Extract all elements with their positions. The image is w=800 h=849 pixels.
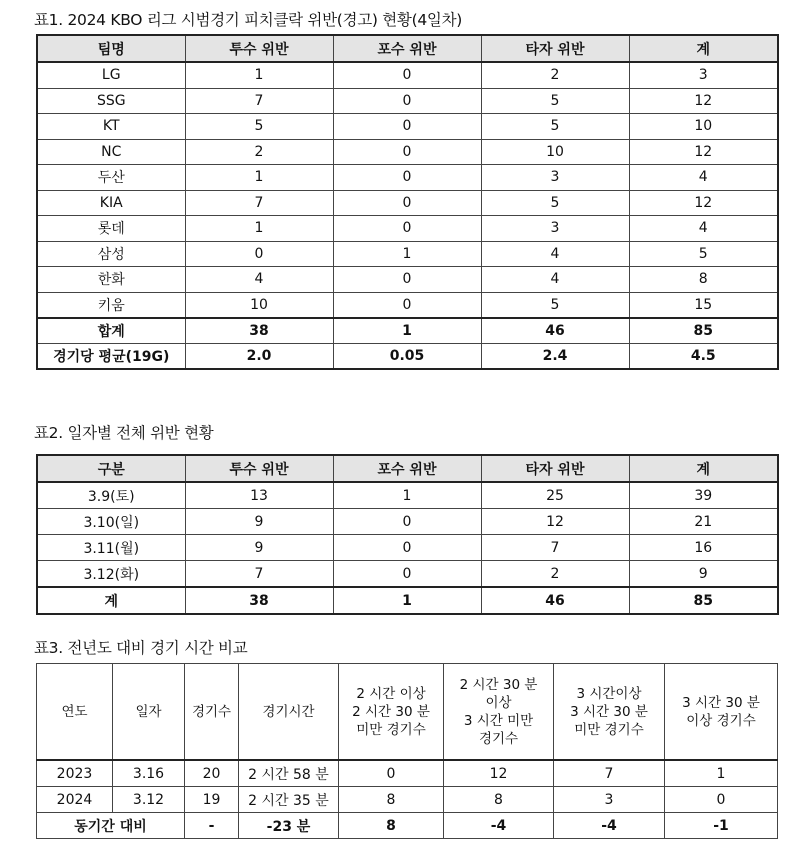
table-cell: 25 [481,482,629,509]
table-cell: 0 [333,561,481,588]
table-cell: 2023 [37,760,113,787]
table-cell: 0 [333,509,481,535]
table-cell: 4 [629,165,778,191]
table-cell: 4 [481,267,629,293]
table-cell: 85 [629,318,778,344]
table-cell: 1 [333,482,481,509]
table-cell: 2024 [37,787,113,813]
table-cell: 두산 [37,165,185,191]
table-cell: 39 [629,482,778,509]
table-cell: 1 [185,165,333,191]
table2-caption: 표2. 일자별 전체 위반 현황 [34,424,214,442]
table-header-row [37,35,778,62]
table-row [37,190,778,216]
column-header: 팀명 [37,35,185,62]
total-row [37,318,778,344]
table-cell: 1 [665,760,778,787]
table-cell: 19 [185,787,239,813]
table-cell: 5 [185,114,333,140]
table-cell: 0 [333,165,481,191]
table-cell: 5 [481,292,629,318]
column-header: 2 시간 이상 2 시간 30 분 미만 경기수 [339,664,444,761]
table-cell: 9 [185,509,333,535]
table-cell: 2 시간 58 분 [239,760,339,787]
table-cell: 0 [333,267,481,293]
table-cell: 1 [185,62,333,88]
table-cell: 1 [333,241,481,267]
table-row [37,760,778,787]
table-cell: 키움 [37,292,185,318]
table-cell: -1 [665,813,778,839]
table-cell: 8 [339,813,444,839]
column-header: 경기수 [185,664,239,761]
table-row [37,62,778,88]
table-cell: 3 [629,62,778,88]
table-cell: 2 시간 35 분 [239,787,339,813]
table-cell: 0 [333,139,481,165]
table-cell: 경기당 평균(19G) [37,344,185,370]
table-cell: 7 [185,561,333,588]
table-cell: 8 [339,787,444,813]
table-cell: 롯데 [37,216,185,242]
column-header: 계 [629,35,778,62]
table-cell: 12 [629,88,778,114]
table-cell: 2 [481,62,629,88]
table-cell: 한화 [37,267,185,293]
table-cell: 합계 [37,318,185,344]
table-cell: 7 [481,535,629,561]
table-cell: 12 [481,509,629,535]
table-cell: 21 [629,509,778,535]
column-header: 연도 [37,664,113,761]
table3-caption: 표3. 전년도 대비 경기 시간 비교 [34,639,248,657]
table-cell: 5 [481,190,629,216]
table-cell: 3.12(화) [37,561,185,588]
table-cell: LG [37,62,185,88]
table-cell: 5 [481,114,629,140]
table-cell: 계 [37,587,185,614]
column-header: 투수 위반 [185,35,333,62]
table-cell: 3.11(월) [37,535,185,561]
game-time-comparison-table [36,663,778,839]
table-cell: 3 [481,216,629,242]
table-cell: -23 분 [239,813,339,839]
table-cell: 0 [333,114,481,140]
table-row [37,216,778,242]
table-cell: 4 [481,241,629,267]
table-cell: KT [37,114,185,140]
table-cell: 1 [333,587,481,614]
table-cell: 16 [629,535,778,561]
table-cell: 2.0 [185,344,333,370]
table-cell: 10 [629,114,778,140]
table-row [37,561,778,588]
table-cell: 3.12 [113,787,185,813]
pitch-clock-violations-by-team-table [36,34,779,370]
table-cell: 1 [333,318,481,344]
column-header: 3 시간이상 3 시간 30 분 미만 경기수 [554,664,665,761]
table-cell: 0 [333,88,481,114]
column-header: 포수 위반 [333,35,481,62]
table-row [37,787,778,813]
column-header: 계 [629,455,778,482]
table-cell: 38 [185,318,333,344]
column-header: 2 시간 30 분 이상 3 시간 미만 경기수 [444,664,554,761]
table-header-row [37,455,778,482]
table-row [37,482,778,509]
table-cell: 20 [185,760,239,787]
table-cell: -4 [554,813,665,839]
table-cell: KIA [37,190,185,216]
table-cell: -4 [444,813,554,839]
table-cell: 0 [333,216,481,242]
table-row [37,292,778,318]
table-cell: 1 [185,216,333,242]
table-cell: 3 [554,787,665,813]
table1-caption: 표1. 2024 KBO 리그 시범경기 피치클락 위반(경고) 현황(4일차) [34,11,462,29]
table-cell: 0 [333,62,481,88]
table-cell: 46 [481,587,629,614]
table-cell: 7 [185,88,333,114]
table-cell: 13 [185,482,333,509]
table-row [37,139,778,165]
table-row [37,535,778,561]
table-cell: 4.5 [629,344,778,370]
column-header: 타자 위반 [481,35,629,62]
table-cell: 0 [185,241,333,267]
table-row [37,88,778,114]
column-header: 포수 위반 [333,455,481,482]
table-cell: 3.10(일) [37,509,185,535]
table-cell: 7 [185,190,333,216]
table-cell: 8 [444,787,554,813]
table-cell: 9 [185,535,333,561]
table-cell: 85 [629,587,778,614]
table-cell: 5 [481,88,629,114]
table-cell: 2 [185,139,333,165]
average-row [37,344,778,370]
table-cell: 7 [554,760,665,787]
table-cell: 15 [629,292,778,318]
table-cell: - [185,813,239,839]
table-cell: 3.9(토) [37,482,185,509]
table-cell: 0 [665,787,778,813]
table-cell: 8 [629,267,778,293]
table-cell: 0 [333,535,481,561]
table-row [37,267,778,293]
table-cell: 3.16 [113,760,185,787]
table-cell: 10 [481,139,629,165]
table-cell: 5 [629,241,778,267]
table-cell: 4 [629,216,778,242]
table-cell: 0 [333,292,481,318]
column-header: 경기시간 [239,664,339,761]
table-cell: 3 [481,165,629,191]
column-header: 일자 [113,664,185,761]
column-header: 투수 위반 [185,455,333,482]
table-row [37,165,778,191]
table-cell: 2 [481,561,629,588]
table-cell: 10 [185,292,333,318]
table-cell: 12 [629,190,778,216]
table-cell: NC [37,139,185,165]
table-cell: 4 [185,267,333,293]
table-cell: 38 [185,587,333,614]
table-row [37,114,778,140]
table-cell: SSG [37,88,185,114]
table-cell: 0.05 [333,344,481,370]
table-cell: 0 [333,190,481,216]
violations-by-date-table [36,454,779,615]
table-cell: 46 [481,318,629,344]
comparison-row [37,813,778,839]
table-cell: 2.4 [481,344,629,370]
table-row [37,509,778,535]
column-header: 타자 위반 [481,455,629,482]
table-cell: 12 [444,760,554,787]
column-header: 3 시간 30 분 이상 경기수 [665,664,778,761]
table-cell: 삼성 [37,241,185,267]
total-row [37,587,778,614]
table-header-row [37,664,778,761]
comparison-label: 동기간 대비 [37,813,185,839]
table-cell: 9 [629,561,778,588]
table-row [37,241,778,267]
column-header: 구분 [37,455,185,482]
table-cell: 12 [629,139,778,165]
table-cell: 0 [339,760,444,787]
